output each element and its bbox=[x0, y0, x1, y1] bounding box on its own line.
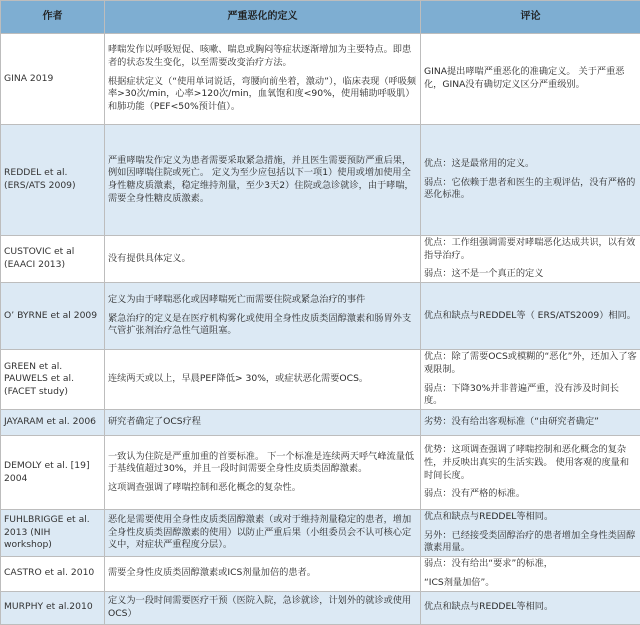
author-cell: CASTRO et al. 2010 bbox=[1, 557, 105, 591]
definition-cell bbox=[105, 557, 421, 591]
comment-paragraph: 优点和缺点与REDDEL等相同。 bbox=[424, 511, 637, 524]
table-row bbox=[1, 125, 640, 236]
comment-cell bbox=[421, 591, 640, 624]
definition-paragraph: 这项调查强调了哮喘控制和恶化概念的复杂性。 bbox=[108, 482, 417, 495]
column-header-comment: 评论 bbox=[421, 1, 640, 34]
comment-cell bbox=[421, 436, 640, 510]
comment-paragraph: 弱点：没有严格的标准。 bbox=[424, 488, 637, 501]
author-cell: O’ BYRNE et al 2009 bbox=[1, 283, 105, 350]
definition-cell bbox=[105, 236, 421, 283]
definition-paragraph: 需要全身性皮质类固醇激素或ICS剂量加倍的患者。 bbox=[108, 567, 417, 580]
author-cell: CUSTOVIC et al (EAACI 2013) bbox=[1, 236, 105, 283]
definition-paragraph: 根据症状定义（“使用单词说话，弯腰向前坐着，激动”），临床表现（呼吸频率>30次/min，心率>120次/min，血氧饱和度<90%，使用辅助呼吸肌）和肺功能（PEF<50%预计值）。 bbox=[108, 76, 417, 114]
comment-cell bbox=[421, 34, 640, 125]
comment-paragraph: 另外：已经接受类固醇治疗的患者增加全身性类固醇激素用量。 bbox=[424, 530, 637, 555]
comment-cell bbox=[421, 283, 640, 350]
column-header-author: 作者 bbox=[1, 1, 105, 34]
definition-paragraph: 一致认为住院是严重加重的首要标准。 下一个标准是连续两天呼气峰流量低于基线值超过30%，并且一段时间需要全身性皮质类固醇激素。 bbox=[108, 451, 417, 476]
table-row bbox=[1, 34, 640, 125]
comment-paragraph: 弱点：没有给出“要求”的标准， bbox=[424, 558, 637, 571]
comment-cell bbox=[421, 125, 640, 236]
comment-cell bbox=[421, 350, 640, 410]
definition-paragraph: 哮喘发作以呼吸短促、咳嗽、喘息或胸闷等症状逐渐增加为主要特点。即患者的状态发生变化，以至需要改变治疗方法。 bbox=[108, 44, 417, 69]
author-cell: REDDEL et al. (ERS/ATS 2009) bbox=[1, 125, 105, 236]
comment-paragraph: 优势：这项调查强调了哮喘控制和恶化概念的复杂性，并反映出真实的生活实践。 使用客观的度量和时间长度。 bbox=[424, 444, 637, 482]
definition-paragraph: 严重哮喘发作定义为患者需要采取紧急措施，并且医生需要预防严重后果，例如因哮喘住院或死亡。 定义为至少应包括以下一项1）使用或增加使用全身性糖皮质激素，稳定维持剂量，至少3天2）住院或急诊就诊，由于哮喘，需要全身性糖皮质激素。 bbox=[108, 155, 417, 206]
table-row bbox=[1, 410, 640, 436]
definition-cell bbox=[105, 410, 421, 436]
table-row bbox=[1, 510, 640, 557]
table-row bbox=[1, 436, 640, 510]
comment-cell bbox=[421, 410, 640, 436]
author-cell: JAYARAM et al. 2006 bbox=[1, 410, 105, 436]
definition-paragraph: 研究者确定了OCS疗程 bbox=[108, 416, 417, 429]
definition-cell bbox=[105, 591, 421, 624]
comment-cell bbox=[421, 557, 640, 591]
definition-cell bbox=[105, 510, 421, 557]
comment-cell bbox=[421, 510, 640, 557]
comment-paragraph: 劣势：没有给出客观标准（“由研究者确定” bbox=[424, 416, 637, 429]
table-row bbox=[1, 236, 640, 283]
table-row bbox=[1, 557, 640, 591]
author-cell: DEMOLY et al. [19] 2004 bbox=[1, 436, 105, 510]
comment-paragraph: “ICS剂量加倍”。 bbox=[424, 577, 637, 590]
comment-paragraph: 弱点：这不是一个真正的定义 bbox=[424, 268, 637, 281]
comment-paragraph: 优点：除了需要OCS或模糊的“恶化”外，还加入了客观限制。 bbox=[424, 351, 637, 376]
comment-paragraph: 优点和缺点与REDDEL等（ ERS/ATS2009）相同。 bbox=[424, 310, 637, 323]
definition-paragraph: 紧急治疗的定义是在医疗机构雾化或使用全身性皮质类固醇激素和肠胃外支气管扩张剂治疗急性气道阻塞。 bbox=[108, 313, 417, 338]
comment-paragraph: 优点：这是最常用的定义。 bbox=[424, 158, 637, 171]
definition-paragraph: 恶化是需要使用全身性皮质类固醇激素（或对于维持剂量稳定的患者，增加全身性皮质类固醇激素的使用）以防止严重后果（小组委员会不认可核心定义中，对症状严重程度分层）。 bbox=[108, 514, 417, 552]
author-cell: MURPHY et al.2010 bbox=[1, 591, 105, 624]
definition-paragraph: 没有提供具体定义。 bbox=[108, 253, 417, 266]
table-row bbox=[1, 591, 640, 624]
comment-paragraph: 优点和缺点与REDDEL等相同。 bbox=[424, 601, 637, 614]
comment-cell bbox=[421, 236, 640, 283]
comment-paragraph: GINA提出哮喘严重恶化的准确定义。 关于严重恶化，GINA没有确切定义区分严重级别。 bbox=[424, 66, 637, 91]
comment-paragraph: 弱点：它依赖于患者和医生的主观评估，没有严格的恶化标准。 bbox=[424, 177, 637, 202]
table-row bbox=[1, 283, 640, 350]
comment-paragraph: 弱点：下降30%并非普遍严重，没有涉及时间长度。 bbox=[424, 383, 637, 408]
definition-cell bbox=[105, 34, 421, 125]
definition-cell bbox=[105, 436, 421, 510]
table-row bbox=[1, 350, 640, 410]
definition-cell bbox=[105, 125, 421, 236]
comment-paragraph: 优点：工作组强调需要对哮喘恶化达成共识，以有效指导治疗。 bbox=[424, 237, 637, 262]
definition-paragraph: 定义为由于哮喘恶化或因哮喘死亡而需要住院或紧急治疗的事件 bbox=[108, 294, 417, 307]
table-header-row bbox=[1, 1, 640, 34]
definition-paragraph: 定义为一段时间需要医疗干预（医院入院，急诊就诊，计划外的就诊或使用OCS） bbox=[108, 595, 417, 620]
definition-cell bbox=[105, 283, 421, 350]
table-body bbox=[1, 34, 640, 625]
author-cell: FUHLBRIGGE et al. 2013 (NIH workshop) bbox=[1, 510, 105, 557]
definition-paragraph: 连续两天或以上，早晨PEF降低> 30%，或症状恶化需要OCS。 bbox=[108, 373, 417, 386]
author-cell: GREEN et al. PAUWELS et al. (FACET study) bbox=[1, 350, 105, 410]
author-cell: GINA 2019 bbox=[1, 34, 105, 125]
definition-cell bbox=[105, 350, 421, 410]
column-header-definition: 严重恶化的定义 bbox=[105, 1, 421, 34]
